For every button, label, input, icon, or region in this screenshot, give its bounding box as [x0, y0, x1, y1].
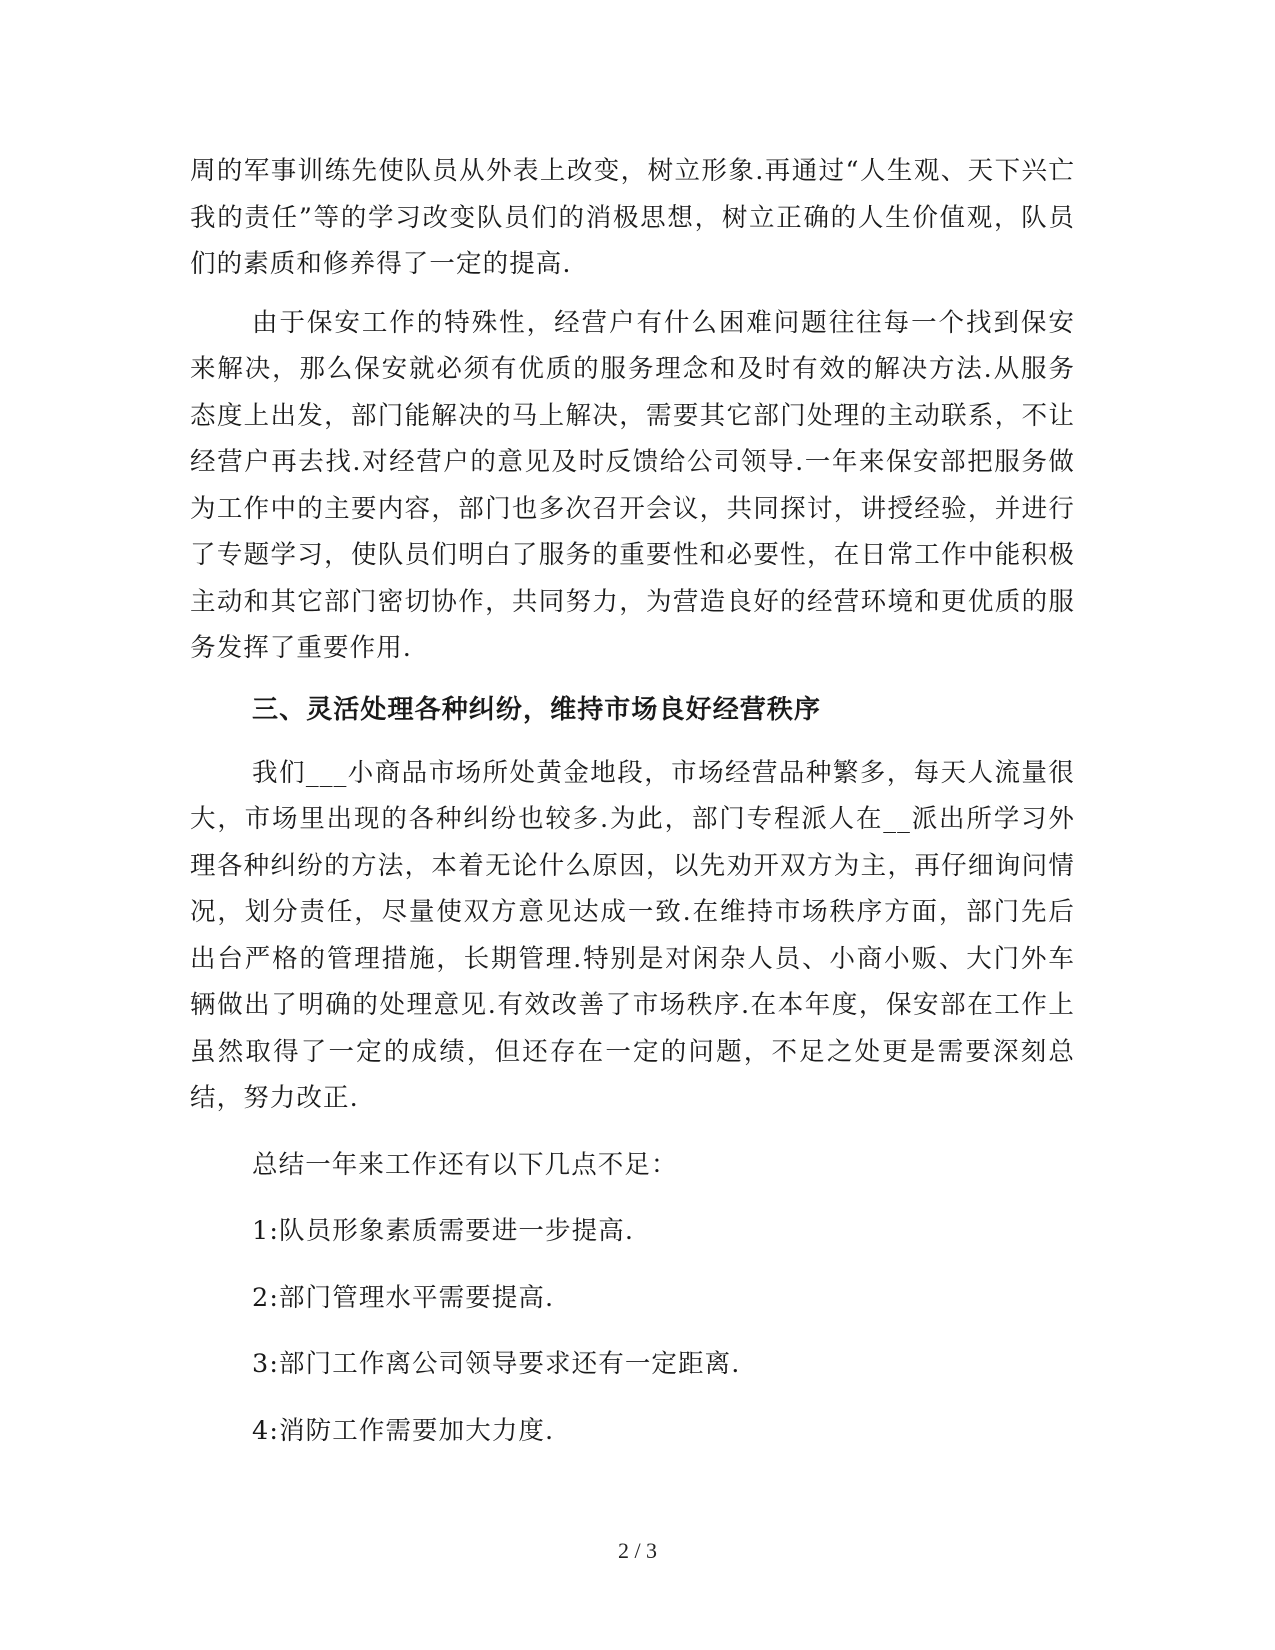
paragraph-service: 由于保安工作的特殊性，经营户有什么困难问题往往每一个找到保安来解决，那么保安就必须有优质的服务理念和及时有效的解决方法.从服务态度上出发，部门能解决的马上解决，需要其它部门处理的主动联系，不让经营户再去找.对经营户的意见及时反馈给公司领导.一年来保安部把服务做为工作中的主要内容，部门也多次召开会议，共同探讨，讲授经验，并进行了专题学习，使队员们明白了服务的重要性和必要性，在日常工作中能积极主动和其它部门密切协作，共同努力，为营造良好的经营环境和更优质的服务发挥了重要作用.: [190, 307, 1075, 663]
shortcoming-item-2: 2:部门管理水平需要提高.: [252, 1282, 555, 1313]
paragraph-continuation: 周的军事训练先使队员从外表上改变，树立形象.再通过“人生观、天下兴亡我的责任”等的学习改变队员们的消极思想，树立正确的人生价值观，队员们的素质和修养得了一定的提高.: [190, 156, 1075, 279]
shortcoming-item-4: 4:消防工作需要加大力度.: [252, 1415, 555, 1446]
document-body: [190, 148, 1075, 1454]
summary-intro: 总结一年来工作还有以下几点不足：: [252, 1149, 678, 1180]
section-heading: 三、灵活处理各种纠纷，维持市场良好经营秩序: [252, 694, 822, 725]
shortcoming-item-1: 1:队员形象素质需要进一步提高.: [252, 1216, 635, 1246]
page-number: 2 / 3: [617, 1538, 658, 1563]
paragraph-disputes: 我们___小商品市场所处黄金地段，市场经营品种繁多，每天人流量很大，市场里出现的各种纠纷也较多.为此，部门专程派人在__派出所学习外理各种纠纷的方法，本着无论什么原因，以先劝开双方为主，再仔细询问情况，划分责任，尽量使双方意见达成一致.在维持市场秩序方面，部门先后出台严格的管理措施，长期管理.特别是对闲杂人员、小商小贩、大门外车辆做出了明确的处理意见.有效改善了市场秩序.在本年度，保安部在工作上虽然取得了一定的成绩，但还存在一定的问题，不足之处更是需要深刻总结，努力改正.: [190, 757, 1075, 1113]
shortcoming-item-3: 3:部门工作离公司领导要求还有一定距离.: [252, 1349, 741, 1379]
